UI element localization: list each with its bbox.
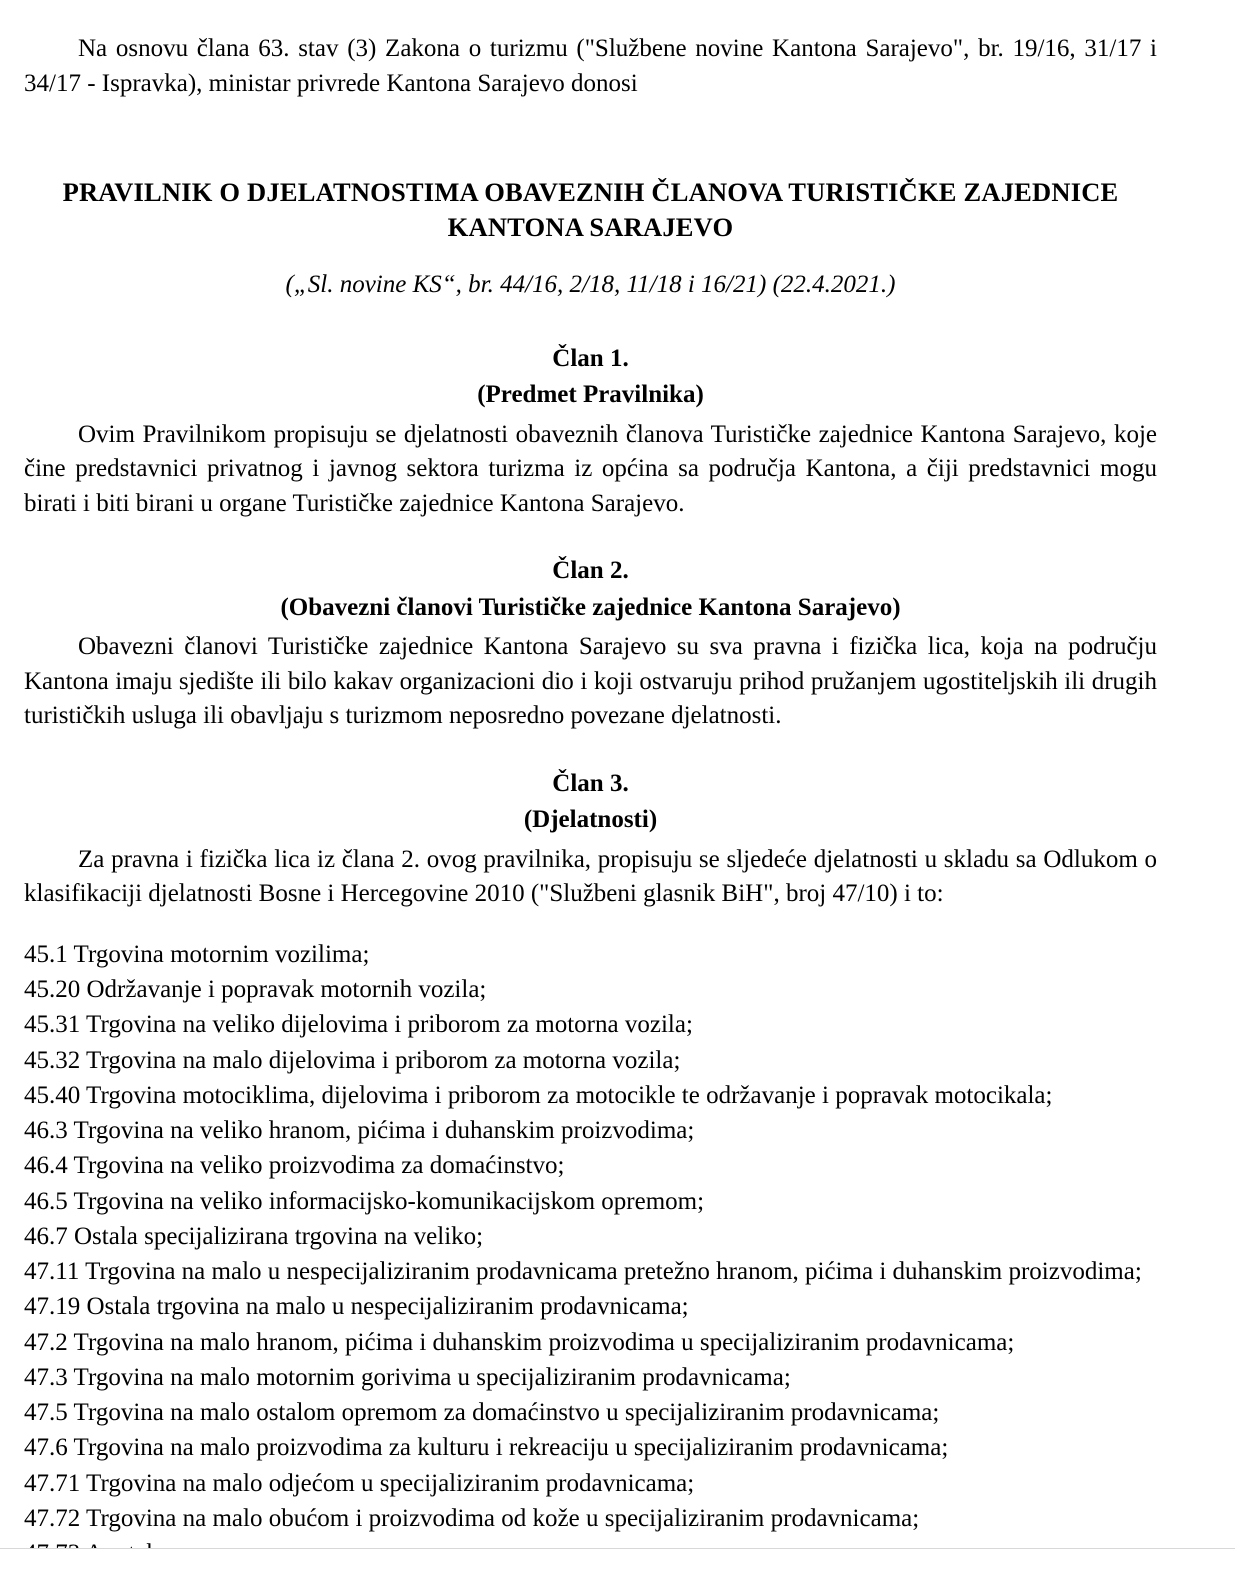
list-item: 45.1 Trgovina motornim vozilima; xyxy=(24,940,370,968)
article-2-heading: Član 2. xyxy=(552,557,629,585)
article-2-subheading: (Obavezni članovi Turističke zajednice Kantona Sarajevo) xyxy=(280,593,901,621)
article-3-heading: Član 3. xyxy=(552,769,629,797)
article-1-text: Ovim Pravilnikom propisuju se djelatnosti obaveznih članova Turističke zajednice Kantona Sarajevo, koje čine predstavnici privatnog i javnog sektora turizma iz općina sa područja Kantona, a čiji predstavnici mogu birati i biti birani u organe Turističke zajednice Kantona Sarajevo. xyxy=(24,420,1157,517)
list-item: 45.32 Trgovina na malo dijelovima i priborom za motorna vozila; xyxy=(24,1046,681,1074)
preamble-paragraph xyxy=(24,32,1157,101)
list-item: 47.5 Trgovina na malo ostalom opremom za domaćinstvo u specijaliziranim prodavnicama; xyxy=(24,1399,940,1427)
publication-reference: („Sl. novine KS“, br. 44/16, 2/18, 11/18 i 16/21) (22.4.2021.) xyxy=(285,270,896,298)
list-item: 47.11 Trgovina na malo u nespecijaliziranim prodavnicama pretežno hranom, pićima i duhanskim proizvodima; xyxy=(24,1258,1142,1286)
list-item: 47.19 Ostala trgovina na malo u nespecijaliziranim prodavnicama; xyxy=(24,1293,689,1321)
article-1-body xyxy=(24,418,1157,522)
article-2-body xyxy=(24,630,1157,734)
page-bottom-margin xyxy=(0,1549,1235,1571)
list-item: 47.71 Trgovina na malo odjećom u specijaliziranim prodavnicama; xyxy=(24,1469,695,1497)
list-item: 46.7 Ostala specijalizirana trgovina na veliko; xyxy=(24,1222,484,1250)
list-item: 47.6 Trgovina na malo proizvodima za kulturu i rekreaciju u specijaliziranim prodavnicama; xyxy=(24,1434,949,1462)
list-item: 46.4 Trgovina na veliko proizvodima za domaćinstvo; xyxy=(24,1152,565,1180)
article-1-heading: Član 1. xyxy=(552,344,629,372)
list-item: 45.31 Trgovina na veliko dijelovima i priborom za motorna vozila; xyxy=(24,1011,693,1039)
activities-list xyxy=(24,937,1157,1571)
list-item: 46.3 Trgovina na veliko hranom, pićima i duhanskim proizvodima; xyxy=(24,1117,695,1145)
article-1-subheading: (Predmet Pravilnika) xyxy=(477,381,704,409)
article-3-subheading: (Djelatnosti) xyxy=(523,806,658,834)
list-item: 47.72 Trgovina na malo obućom i proizvodima od kože u specijaliziranim prodavnicama; xyxy=(24,1504,920,1532)
preamble-text: Na osnovu člana 63. stav (3) Zakona o turizmu ("Službene novine Kantona Sarajevo", br. 19/16, 31/17 i 34/17 - Ispravka), ministar privrede Kantona Sarajevo donosi xyxy=(24,35,1157,97)
page-title: PRAVILNIK O DJELATNOSTIMA OBAVEZNIH ČLANOVA TURISTIČKE ZAJEDNICE KANTONA SARAJEVO xyxy=(62,177,1119,242)
list-item: 47.3 Trgovina na malo motornim gorivima u specijaliziranim prodavnicama; xyxy=(24,1363,791,1391)
list-item: 46.5 Trgovina na veliko informacijsko-komunikacijskom opremom; xyxy=(24,1187,705,1215)
article-3-body xyxy=(24,843,1157,912)
article-2-text: Obavezni članovi Turističke zajednice Kantona Sarajevo su sva pravna i fizička lica, koja na području Kantona imaju sjedište ili bilo kakav organizacioni dio i koji ostvaruju prihod pružanjem ugostiteljskih ili drugih turističkih usluga ili obavljaju s turizmom neposredno povezane djelatnosti. xyxy=(24,633,1157,730)
list-item: 45.40 Trgovina motociklima, dijelovima i priborom za motocikle te održavanje i popravak motocikala; xyxy=(24,1081,1053,1109)
list-item: 45.20 Održavanje i popravak motornih vozila; xyxy=(24,976,487,1004)
article-3-text: Za pravna i fizička lica iz člana 2. ovog pravilnika, propisuju se sljedeće djelatnosti u skladu sa Odlukom o klasifikaciji djelatnosti Bosne i Hercegovine 2010 ("Službeni glasnik BiH", broj 47/10) i to: xyxy=(24,845,1157,908)
list-item: 47.2 Trgovina na malo hranom, pićima i duhanskim proizvodima u specijaliziranim prodavnicama; xyxy=(24,1328,1015,1356)
